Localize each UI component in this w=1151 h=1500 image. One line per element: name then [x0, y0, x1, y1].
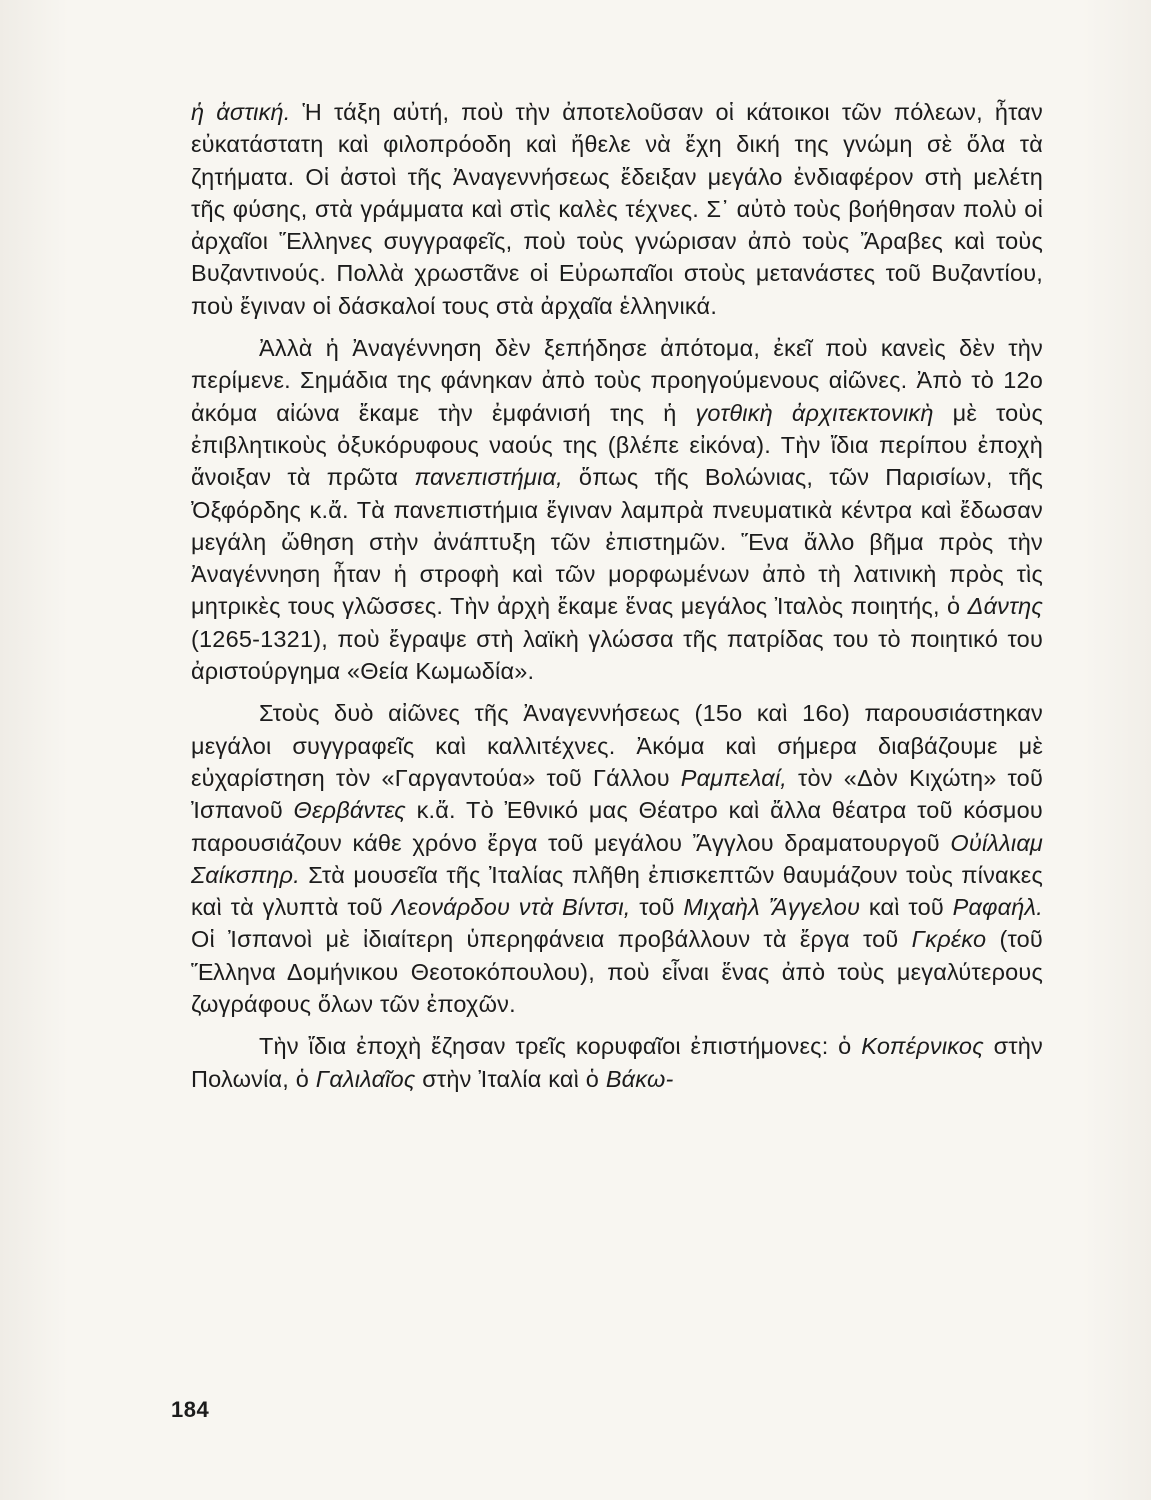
- italic-term: Λεονάρδου ντὰ Βίντσι,: [391, 894, 631, 921]
- text-run: καὶ τοῦ: [860, 894, 953, 921]
- italic-term: γοτθικὴ ἀρχιτεκτονικὴ: [695, 399, 934, 426]
- italic-term: Δάντης: [967, 593, 1043, 620]
- text-run: Ἡ τάξη αὐτή, ποὺ τὴν ἀποτελοῦσαν οἱ κάτοικοι τῶν πόλεων, ἦταν εὐκατάστατη καὶ φιλοπρόοδη καὶ ἤθελε νὰ ἔχη δική της γνώμη σὲ ὅλα τὰ ζητήματα. Οἱ ἀστοὶ τῆς Ἀναγεννήσεως ἔδειξαν μεγάλο ἐνδιαφέρον στὴ μελέτη τῆς φύσης, στὰ γράμματα καὶ στὶς καλὲς τέχνες. Σ᾽ αὐτὸ τοὺς βοήθησαν πολὺ οἱ ἀρχαῖοι Ἕλληνες συγγραφεῖς, ποὺ τοὺς γνώρισαν ἀπὸ τοὺς Ἄραβες καὶ τοὺς Βυζαντινούς. Πολλὰ χρωστᾶνε οἱ Εὐρωπαῖοι στοὺς μετανάστες τοῦ Βυζαντίου, ποὺ ἔγιναν οἱ δάσκαλοί τους στὰ ἀρχαῖα ἑλληνικά.: [191, 99, 1043, 319]
- italic-term: Οὐίλλιαμ Σαίκσπηρ.: [191, 829, 1043, 888]
- paragraph-1: [191, 96, 1043, 322]
- text-run: Οἱ Ἰσπανοὶ μὲ ἰδιαίτερη ὑπερηφάνεια προβάλλουν τὰ ἔργα τοῦ: [191, 926, 912, 953]
- text-run: τὸν «Δὸν Κιχώτη» τοῦ Ἰσπανοῦ: [191, 764, 1043, 824]
- text-run: κ.ἄ. Τὸ Ἐθνικό μας Θέατρο καὶ ἄλλα θέατρα τοῦ κόσμου παρουσιάζουν κάθε χρόνο ἔργα τοῦ μεγάλου Ἄγγλου δραματουργοῦ: [191, 797, 1043, 856]
- text-run: (1265-1321), ποὺ ἔγραψε στὴ λαϊκὴ γλώσσα τῆς πατρίδας του τὸ ποιητικό του ἀριστούργημα «Θεία Κωμωδία».: [191, 625, 1043, 685]
- paragraph-2: [191, 332, 1043, 687]
- text-run: ὅπως τῆς Βολώνιας, τῶν Παρισίων, τῆς Ὀξφόρδης κ.ἄ. Τὰ πανεπιστήμια ἔγιναν λαμπρὰ πνευματικὰ κέντρα καὶ ἔδωσαν μεγάλη ὤθηση στὴν ἀνάπτυξη τῶν ἐπιστημῶν. Ἕνα ἄλλο βῆμα πρὸς τὴν Ἀναγέννηση ἦταν ἡ στροφὴ καὶ τῶν μορφωμένων ἀπὸ τὴ λατινικὴ πρὸς τὶς μητρικὲς τους γλῶσσες. Τὴν ἀρχὴ ἔκαμε ἕνας μεγάλος Ἰταλὸς ποιητής, ὁ: [191, 464, 1043, 620]
- italic-term: Θερβάντες: [293, 797, 406, 824]
- italic-term: Ραφαήλ.: [952, 894, 1043, 921]
- text-run: Τὴν ἴδια ἐποχὴ ἔζησαν τρεῖς κορυφαῖοι ἐπιστήμονες: ὁ: [259, 1033, 862, 1060]
- italic-term: πανεπιστήμια,: [414, 464, 563, 491]
- text-run: στὴν Πολωνία, ὁ: [191, 1033, 1044, 1092]
- body-text: [191, 96, 1043, 1105]
- italic-term: Γαλιλαῖος: [315, 1065, 416, 1092]
- paragraph-4: [191, 1030, 1043, 1095]
- text-run: μὲ τοὺς ἐπιβλητικοὺς ὀξυκόρυφους ναούς της (βλέπε εἰκόνα). Τὴν ἴδια περίπου ἐποχὴ ἄνοιξαν τὰ πρῶτα: [191, 399, 1043, 491]
- italic-term: Μιχαὴλ Ἄγγελου: [683, 894, 861, 921]
- text-run: τοῦ: [630, 894, 684, 921]
- text-run: Στοὺς δυὸ αἰῶνες τῆς Ἀναγεννήσεως (15ο καὶ 16ο) παρουσιάστηκαν μεγάλοι συγγραφεῖς καὶ καλλιτέχνες. Ἀκόμα καὶ σήμερα διαβάζουμε μὲ εὐχαρίστηση τὸν «Γαργαντούα» τοῦ Γάλλου: [191, 700, 1043, 791]
- italic-term: ἡ ἀστική.: [191, 99, 291, 125]
- italic-term: Ραμπελαί,: [680, 764, 787, 791]
- text-run: στὴν Ἰταλία καὶ ὁ: [415, 1065, 606, 1092]
- text-run: Στὰ μουσεῖα τῆς Ἰταλίας πλῆθη ἐπισκεπτῶν θαυμάζουν τοὺς πίνακες καὶ τὰ γλυπτὰ τοῦ: [191, 861, 1043, 921]
- text-run: Ἀλλὰ ἡ Ἀναγέννηση δὲν ξεπήδησε ἀπότομα, ἐκεῖ ποὺ κανεὶς δὲν τὴν περίμενε. Σημάδια της φάνηκαν ἀπὸ τοὺς προηγούμενους αἰῶνες. Ἀπὸ τὸ 12ο ἀκόμα αἰώνα ἔκαμε τὴν ἐμφάνισή της ἡ: [191, 335, 1043, 426]
- italic-term: Βάκω-: [605, 1065, 674, 1092]
- page-number: 184: [171, 1397, 210, 1422]
- text-run: (τοῦ Ἕλληνα Δομήνικου Θεοτοκόπουλου), ποὺ εἶναι ἕνας ἀπὸ τοὺς μεγαλύτερους ζωγράφους ὅλων τῶν ἐποχῶν.: [191, 926, 1043, 1018]
- italic-term: Γκρέκο: [911, 926, 987, 953]
- paragraph-3: [191, 697, 1043, 1020]
- italic-term: Κοπέρνικος: [861, 1033, 984, 1060]
